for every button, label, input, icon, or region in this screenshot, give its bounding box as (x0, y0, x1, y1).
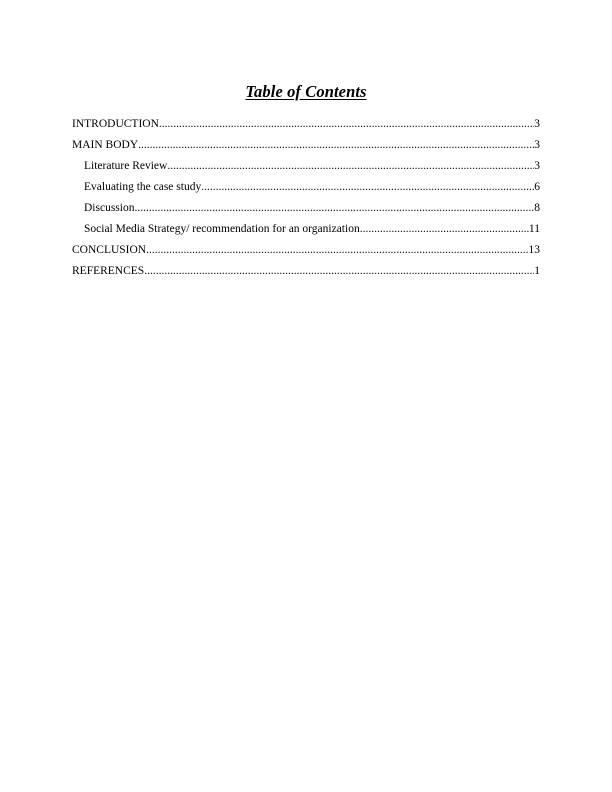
toc-entry-page-number: 11 (528, 223, 540, 235)
toc-entry-page-number: 8 (534, 202, 540, 214)
toc-entry-label: REFERENCES (72, 265, 145, 277)
toc-entry-label: Discussion (84, 202, 135, 214)
toc-entry-page-number: 13 (528, 244, 540, 256)
toc-entry-evaluating-case-study[interactable] (72, 179, 540, 200)
toc-entry-introduction[interactable] (72, 116, 540, 137)
toc-entry-label: MAIN BODY (72, 139, 139, 151)
toc-dot-leader (146, 242, 528, 259)
toc-list (72, 116, 540, 284)
toc-entry-page-number: 3 (534, 139, 540, 151)
toc-entry-page-number: 3 (534, 118, 540, 130)
toc-entry-page-number: 1 (534, 265, 540, 277)
toc-entry-label: Literature Review (84, 160, 168, 172)
toc-dot-leader (167, 158, 534, 175)
toc-entry-social-media-strategy[interactable] (72, 221, 540, 242)
toc-entry-discussion[interactable] (72, 200, 540, 221)
toc-dot-leader (144, 263, 534, 280)
toc-entry-label: INTRODUCTION (72, 118, 159, 130)
toc-entry-label: CONCLUSION (72, 244, 147, 256)
toc-entry-conclusion[interactable] (72, 242, 540, 263)
toc-entry-references[interactable] (72, 263, 540, 284)
toc-dot-leader (134, 200, 534, 217)
toc-dot-leader (159, 116, 534, 133)
toc-dot-leader (201, 179, 534, 196)
toc-entry-page-number: 6 (534, 181, 540, 193)
toc-entry-label: Social Media Strategy/ recommendation for an organization (84, 223, 360, 235)
toc-entry-literature-review[interactable] (72, 158, 540, 179)
toc-title: Table of Contents (245, 82, 367, 101)
toc-entry-main-body[interactable] (72, 137, 540, 158)
toc-entry-label: Evaluating the case study (84, 181, 202, 193)
toc-entry-page-number: 3 (534, 160, 540, 172)
toc-dot-leader (138, 137, 534, 154)
toc-dot-leader (360, 221, 529, 238)
